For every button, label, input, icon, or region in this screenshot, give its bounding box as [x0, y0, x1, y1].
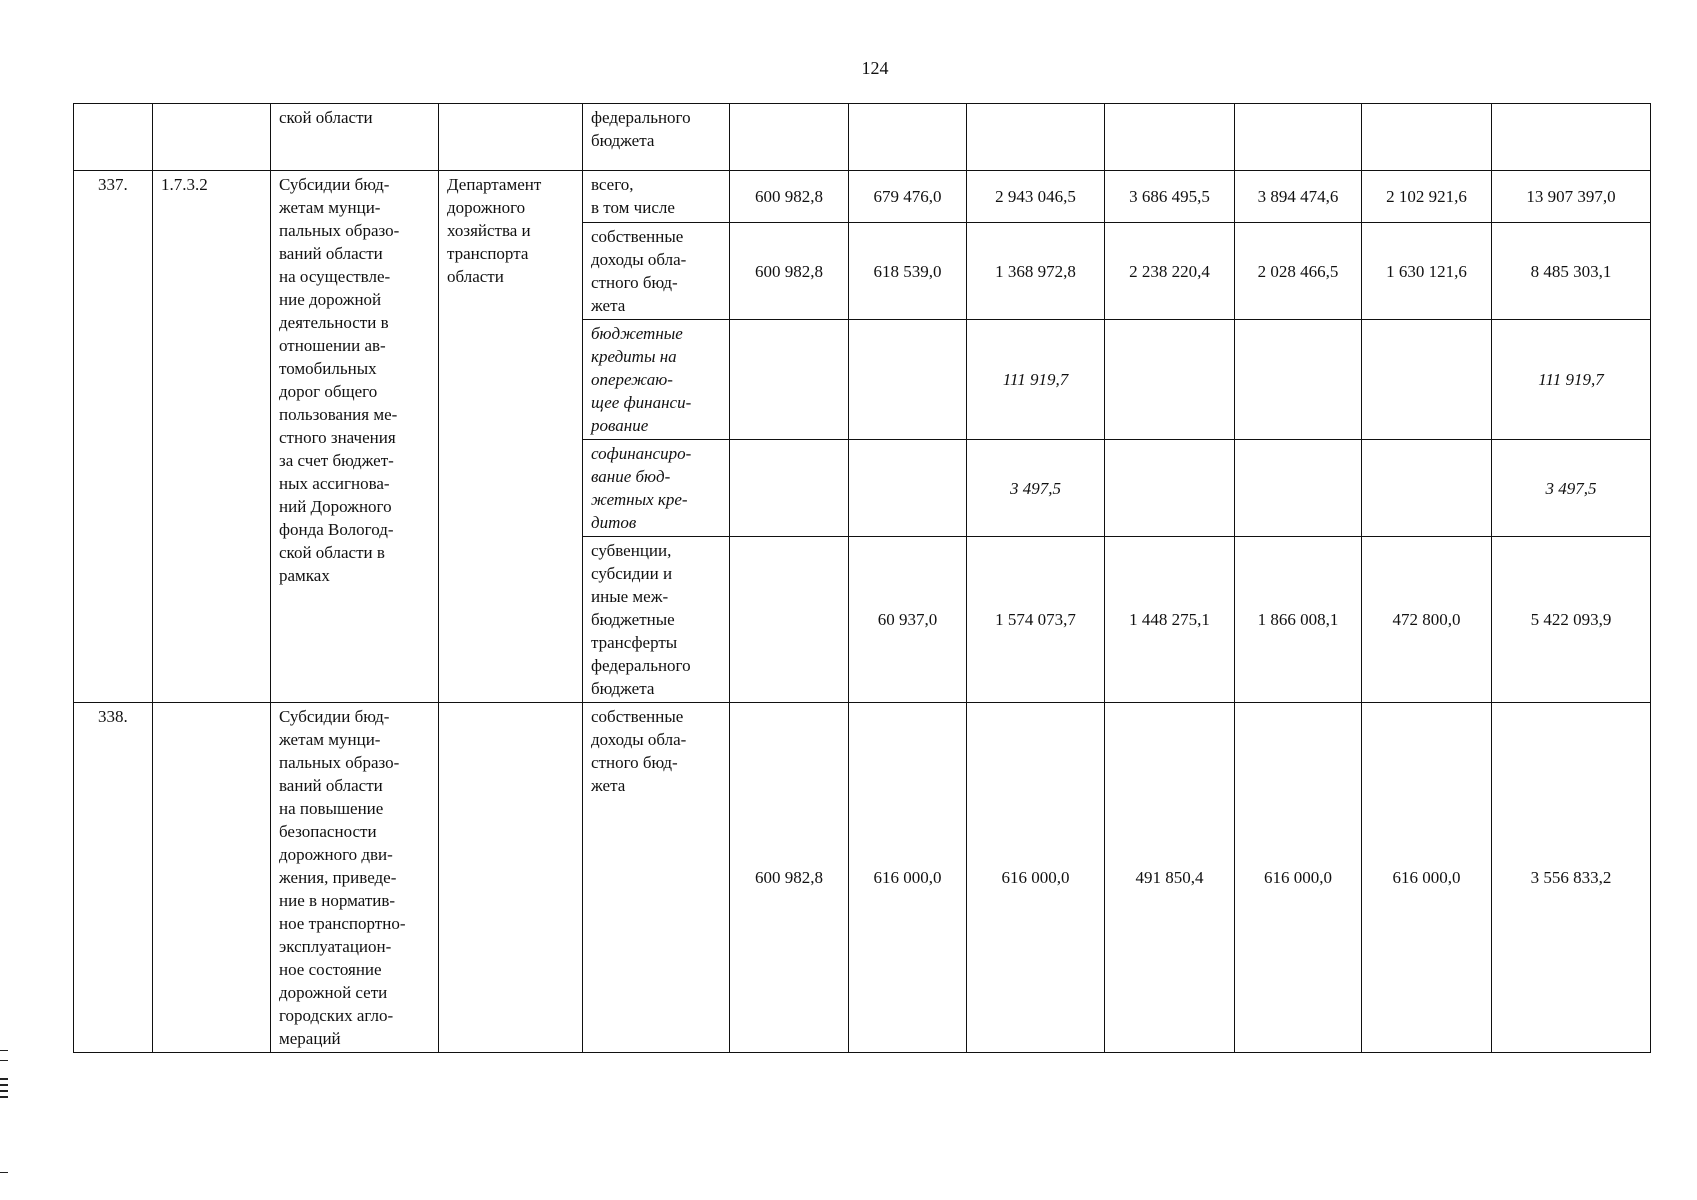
value-cell — [1235, 440, 1362, 537]
value-cell: 616 000,0 — [1235, 703, 1362, 1053]
cell-empty — [153, 104, 271, 171]
value-cell: 8 485 303,1 — [1492, 223, 1651, 320]
value-cell: 1 368 972,8 — [967, 223, 1105, 320]
funding-source: собственные доходы обла- стного бюд- жета — [583, 703, 730, 1053]
value-cell: 616 000,0 — [849, 703, 967, 1053]
value-cell: 1 448 275,1 — [1105, 537, 1235, 703]
continuation-row — [74, 104, 1651, 171]
value-cell — [967, 104, 1105, 171]
row-number: 337. — [74, 171, 153, 703]
scan-artifact — [0, 1050, 8, 1051]
value-cell — [1492, 104, 1651, 171]
value-cell — [1362, 440, 1492, 537]
value-cell — [730, 320, 849, 440]
value-cell: 600 982,8 — [730, 223, 849, 320]
funding-source: собственные доходы обла- стного бюд- жета — [583, 223, 730, 320]
value-cell: 3 894 474,6 — [1235, 171, 1362, 223]
value-cell: 3 686 495,5 — [1105, 171, 1235, 223]
value-cell: 2 238 220,4 — [1105, 223, 1235, 320]
value-cell — [1105, 104, 1235, 171]
funding-source: всего, в том числе — [583, 171, 730, 223]
value-cell: 2 943 046,5 — [967, 171, 1105, 223]
funding-source: бюджетные кредиты на опережаю- щее финанси- рование — [583, 320, 730, 440]
value-cell: 111 919,7 — [1492, 320, 1651, 440]
scan-artifact — [0, 1060, 8, 1061]
value-cell: 111 919,7 — [967, 320, 1105, 440]
value-cell — [730, 440, 849, 537]
scan-artifact — [0, 1090, 8, 1092]
value-cell — [1362, 320, 1492, 440]
measure-name: Субсидии бюд- жетам мунци- пальных образо- ваний области на осуществле- ние дорожной деятельности в отношении ав- томобильных дорог общего пользования ме- стного значения за счет бюджет- ных ассигнова- ний Дорожного фонда Вологод- ской области в рамках — [271, 171, 439, 703]
source-cell: федерального бюджета — [583, 104, 730, 171]
funding-source: субвенции, субсидии и иные меж- бюджетные трансферты федерального бюджета — [583, 537, 730, 703]
value-cell: 491 850,4 — [1105, 703, 1235, 1053]
executor: Департамент дорожного хозяйства и транспорта области — [439, 171, 583, 703]
value-cell: 3 556 833,2 — [1492, 703, 1651, 1053]
value-cell — [1235, 104, 1362, 171]
table-row — [74, 703, 1651, 1053]
measure-name: Субсидии бюд- жетам мунци- пальных образо- ваний области на повышение безопасности дорожного дви- жения, приведе- ние в норматив- ное транспортно- эксплуатацион- ное состояние дорожной сети городских агло- мераций — [271, 703, 439, 1053]
value-cell: 616 000,0 — [967, 703, 1105, 1053]
value-cell: 616 000,0 — [1362, 703, 1492, 1053]
value-cell — [730, 537, 849, 703]
value-cell: 13 907 397,0 — [1492, 171, 1651, 223]
value-cell: 3 497,5 — [967, 440, 1105, 537]
page-number: 124 — [861, 58, 889, 78]
value-cell: 3 497,5 — [1492, 440, 1651, 537]
row-code: 1.7.3.2 — [153, 171, 271, 703]
executor — [439, 703, 583, 1053]
value-cell: 679 476,0 — [849, 171, 967, 223]
value-cell: 1 866 008,1 — [1235, 537, 1362, 703]
value-cell — [1362, 104, 1492, 171]
value-cell: 600 982,8 — [730, 171, 849, 223]
cell-empty — [74, 104, 153, 171]
value-cell: 2 028 466,5 — [1235, 223, 1362, 320]
scan-artifact — [0, 1084, 8, 1086]
value-cell: 5 422 093,9 — [1492, 537, 1651, 703]
value-cell: 60 937,0 — [849, 537, 967, 703]
value-cell — [1235, 320, 1362, 440]
value-cell: 1 574 073,7 — [967, 537, 1105, 703]
scan-artifact — [0, 1078, 8, 1080]
scan-artifact — [0, 1096, 8, 1098]
row-code — [153, 703, 271, 1053]
table-row — [74, 171, 1651, 223]
row-number: 338. — [74, 703, 153, 1053]
value-cell: 2 102 921,6 — [1362, 171, 1492, 223]
budget-table — [73, 103, 1651, 1053]
value-cell: 1 630 121,6 — [1362, 223, 1492, 320]
value-cell: 600 982,8 — [730, 703, 849, 1053]
value-cell — [730, 104, 849, 171]
value-cell — [849, 440, 967, 537]
scan-artifact — [0, 1172, 8, 1173]
value-cell — [849, 104, 967, 171]
value-cell: 472 800,0 — [1362, 537, 1492, 703]
value-cell: 618 539,0 — [849, 223, 967, 320]
value-cell — [849, 320, 967, 440]
value-cell — [1105, 440, 1235, 537]
funding-source: софинансиро- вание бюд- жетных кре- дитов — [583, 440, 730, 537]
cell-empty — [439, 104, 583, 171]
name-cell: ской области — [271, 104, 439, 171]
value-cell — [1105, 320, 1235, 440]
